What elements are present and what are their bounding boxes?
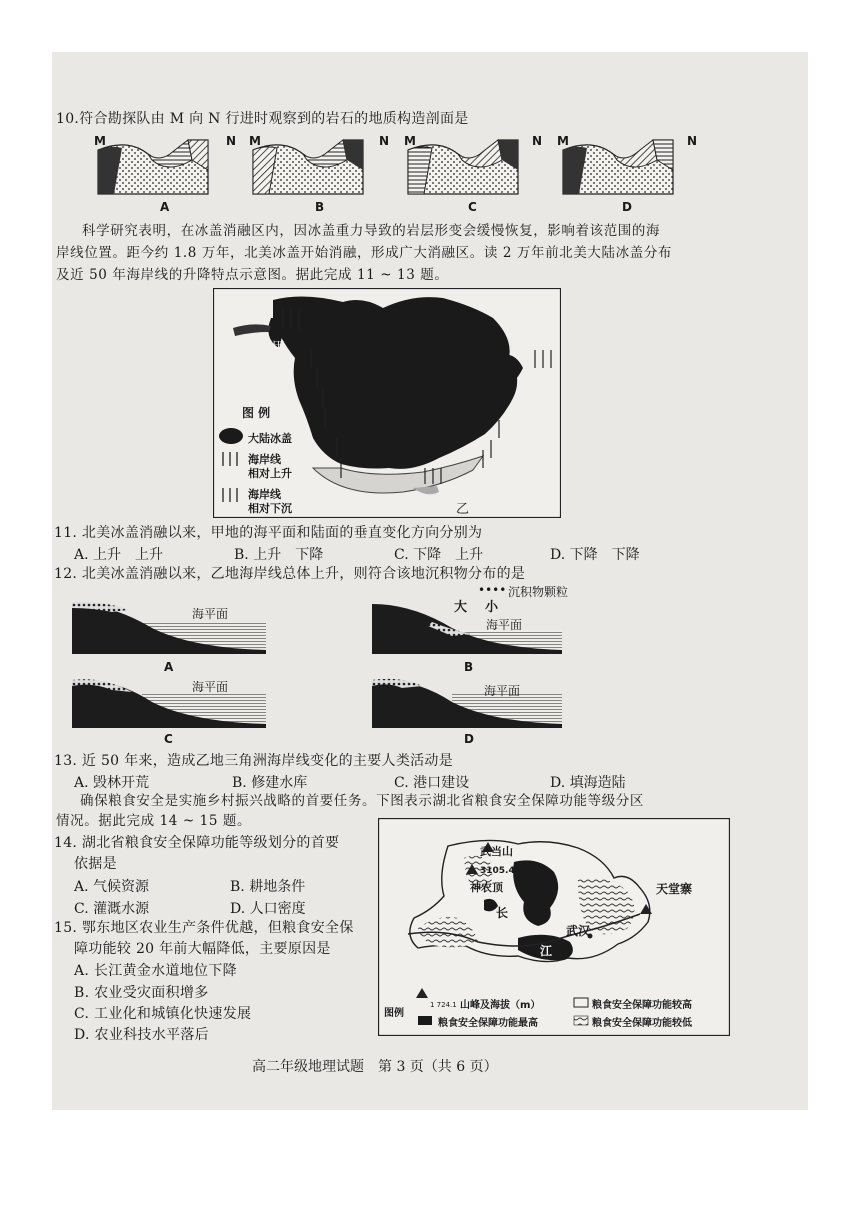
q10-option-c[interactable]: C: [468, 200, 477, 214]
profile-d: [563, 140, 673, 194]
q14-stem-2: 依据是: [74, 856, 117, 872]
q12-legend-big: 大: [454, 600, 468, 615]
profile-b: [253, 140, 363, 194]
q14-option-b[interactable]: B. 耕地条件: [230, 879, 306, 895]
q14-option-d[interactable]: D. 人口密度: [230, 901, 306, 917]
q10-m-label-a: M: [94, 134, 106, 148]
q12-profile-d: [372, 679, 562, 728]
q11-option-a[interactable]: A. 上升 上升: [74, 547, 164, 563]
intro-11-13-line-2: 岸线位置。距今约 1.8 万年，北美冰盖开始消融，形成广大消融区。读 2 万年前北美大陆冰盖分布: [56, 245, 673, 261]
q15-stem-1: 15. 鄂东地区农业生产条件优越，但粮食安全保: [54, 920, 354, 936]
map1-legend-down-2: 相对下沉: [248, 502, 292, 515]
q15-option-a[interactable]: A. 长江黄金水道地位下降: [74, 963, 237, 979]
intro-11-13-line-1: 科学研究表明，在冰盖消融区内，因冰盖重力导致的岩层形变会缓慢恢复，影响着该范围的海: [82, 223, 661, 239]
label-chang: 长: [496, 906, 509, 920]
q11-stem: 11. 北美冰盖消融以来，甲地的海平面和陆面的垂直变化方向分别为: [54, 525, 483, 541]
q10-m-label-c: M: [404, 134, 416, 148]
q12-option-a[interactable]: A: [164, 660, 174, 674]
label-tiantangzhai: 天堂寨: [656, 882, 693, 896]
q10-option-b[interactable]: B: [315, 200, 325, 214]
north-america-map: [213, 288, 561, 518]
map2-legend-higher: 粮食安全保障功能较高: [592, 1000, 692, 1011]
q11-option-b[interactable]: B. 上升 下降: [234, 547, 324, 563]
q12-option-d[interactable]: D: [464, 732, 474, 746]
map2-legend-peak: 山峰及海拔（m）: [460, 1000, 541, 1011]
place-yi: 乙: [456, 502, 470, 517]
q15-option-b[interactable]: B. 农业受灾面积增多: [74, 985, 209, 1001]
q12-sea-level-a: 海平面: [192, 607, 229, 621]
place-jia: 甲: [272, 340, 286, 355]
q11-option-c[interactable]: C. 下降 上升: [394, 547, 484, 563]
q10-n-label-d: N: [687, 134, 698, 148]
q12-stem: 12. 北美冰盖消融以来，乙地海岸线总体上升，则符合该地沉积物分布的是: [54, 566, 526, 582]
q14-option-a[interactable]: A. 气候资源: [74, 879, 150, 895]
profile-a: [98, 140, 208, 194]
q12-legend-particles: 沉积物颗粒: [508, 585, 569, 599]
q10-profiles: [88, 130, 698, 220]
q13-option-c[interactable]: C. 港口建设: [394, 775, 470, 791]
intro-11-13-line-3: 及近 50 年海岸线的升降特点示意图。据此完成 11 ~ 13 题。: [56, 267, 449, 283]
label-jiang: 江: [540, 944, 553, 958]
label-wudang: 武当山: [480, 845, 513, 858]
q13-stem: 13. 近 50 年来，造成乙地三角洲海岸线变化的主要人类活动是: [54, 753, 454, 769]
intro-14-15-line-1: 确保粮食安全是实施乡村振兴战略的首要任务。下图表示湖北省粮食安全保障功能等级分区: [80, 793, 644, 809]
map2-legend-highest: 粮食安全保障功能最高: [438, 1018, 538, 1029]
q12-option-b[interactable]: B: [464, 660, 474, 674]
q10-option-a[interactable]: A: [160, 200, 170, 214]
q12-sea-level-b: 海平面: [486, 618, 523, 632]
q12-legend-dots: ••••: [478, 583, 507, 597]
label-shennongding: 神农顶: [470, 881, 503, 894]
map1-legend-up-2: 相对上升: [248, 467, 292, 480]
q15-option-c[interactable]: C. 工业化和城镇化快速发展: [74, 1006, 252, 1022]
q10-m-label-d: M: [557, 134, 569, 148]
map1-legend-down-1: 海岸线: [248, 488, 281, 501]
q13-option-b[interactable]: B. 修建水库: [232, 775, 308, 791]
q12-option-c[interactable]: C: [164, 732, 173, 746]
map1-legend-up-1: 海岸线: [248, 453, 281, 466]
q15-option-d[interactable]: D. 农业科技水平落后: [74, 1027, 209, 1043]
map1-legend-title: 图 例: [242, 406, 271, 420]
q12-sea-level-d: 海平面: [484, 684, 521, 698]
map1-legend-ice: 大陆冰盖: [248, 432, 292, 445]
label-elev: 3105.4: [480, 866, 515, 876]
intro-14-15-line-2: 情况。据此完成 14 ~ 15 题。: [56, 813, 252, 829]
map2-legend-head: 图例: [384, 1008, 404, 1019]
q14-stem-1: 14. 湖北省粮食安全保障功能等级划分的首要: [54, 835, 340, 851]
page-footer: 高二年级地理试题 第 3 页（共 6 页）: [252, 1059, 498, 1075]
q10-n-label-c: N: [532, 134, 543, 148]
q12-profile-a: [72, 602, 266, 654]
q13-option-d[interactable]: D. 填海造陆: [550, 775, 626, 791]
q13-option-a[interactable]: A. 毁林开荒: [74, 775, 150, 791]
map2-legend-lower: 粮食安全保障功能较低: [592, 1018, 692, 1029]
q14-option-c[interactable]: C. 灌溉水源: [74, 901, 150, 917]
q15-stem-2: 障功能较 20 年前大幅降低，主要原因是: [74, 941, 331, 957]
label-wuhan: 武汉: [566, 924, 591, 938]
q10-option-d[interactable]: D: [622, 200, 632, 214]
q12-legend-small: 小: [485, 600, 499, 615]
profile-c: [408, 140, 518, 194]
q10-n-label-a: N: [226, 134, 237, 148]
q12-profile-c: [72, 679, 266, 728]
q11-option-d[interactable]: D. 下降 下降: [550, 547, 640, 563]
map2-legend-peak-sample: 1 724.1: [430, 1001, 457, 1009]
q10-m-label-b: M: [249, 134, 261, 148]
q10-stem: 10.符合勘探队由 M 向 N 行进时观察到的岩石的地质构造剖面是: [56, 111, 469, 127]
q10-n-label-b: N: [379, 134, 390, 148]
q12-sea-level-c: 海平面: [192, 680, 229, 694]
